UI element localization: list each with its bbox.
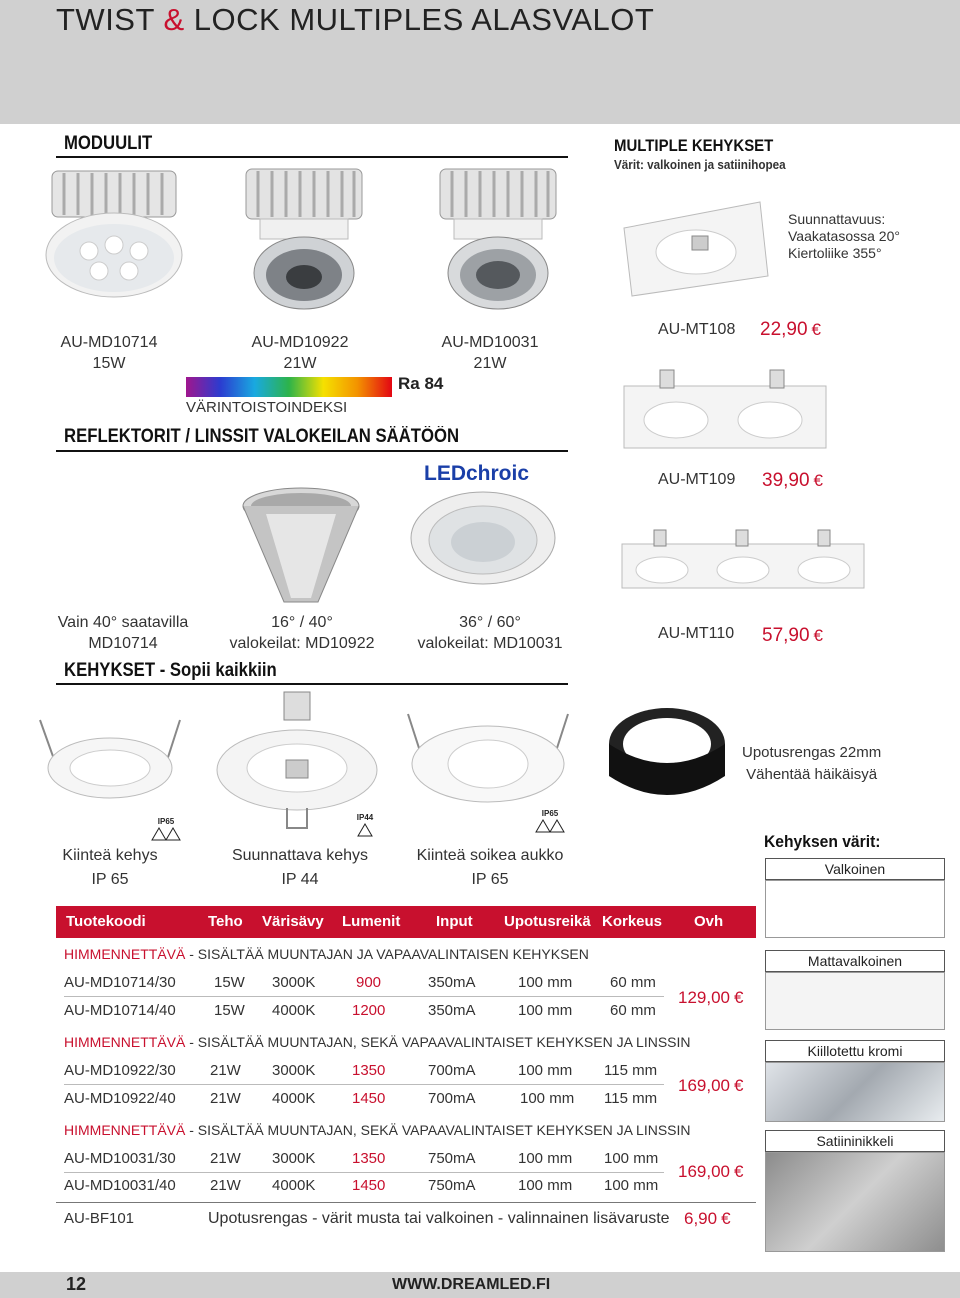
kehykset-title: KEHYKSET - Sopii kaikkiin: [64, 660, 277, 681]
frame-price-mt109: 39,90 €: [762, 470, 824, 491]
table-row: AU-MD10922/30 21W 3000K 1350 700mA 100 mm 115 mm: [64, 1062, 658, 1079]
ledchroic-logo: LEDchroic: [424, 462, 530, 485]
col-header-korkeus: Korkeus: [602, 913, 663, 930]
reflektorit-rule: [56, 450, 568, 452]
col-header-varisavy: Värisävy: [262, 913, 324, 930]
frame-image-fixed: [30, 706, 190, 806]
table-header: [56, 906, 756, 938]
ip-badge-label: IP65: [541, 809, 559, 818]
page-number: 12: [66, 1274, 87, 1294]
extra-row: AU-BF101 Upotusrengas - värit musta tai valkoinen - valinnainen lisävaruste: [64, 1210, 670, 1227]
colors-title: Kehyksen värit:: [764, 832, 881, 851]
multiple-kehykset-subtitle: Värit: valkoinen ja satiinihopea: [614, 157, 786, 172]
page-header: [0, 0, 960, 124]
frame-image-mt109: [620, 366, 830, 452]
module-1-text: AU-MD10714 15W: [60, 334, 158, 372]
kehykset-rule: [56, 683, 568, 685]
multiple-kehykset-title: MULTIPLE KEHYKSET: [614, 136, 774, 155]
module-3-text: AU-MD10031 21W: [441, 334, 539, 372]
frame-image-mt110: [620, 528, 866, 592]
frame-image-mt108: [620, 196, 770, 306]
swatch-mattavalkoinen: [765, 972, 945, 1030]
moduulit-rule: [56, 156, 568, 158]
frame-info-1: Kiinteä kehys IP 65: [62, 847, 158, 888]
swatch-kromi: [765, 1062, 945, 1122]
ip-badge-label: IP44: [356, 813, 374, 822]
lens-image: [408, 488, 558, 588]
group-3-price: 169,00 €: [678, 1162, 744, 1181]
group-1-price: 129,00 €: [678, 988, 744, 1007]
row-divider: [64, 1084, 664, 1085]
group-2-price: 169,00 €: [678, 1076, 744, 1095]
cri-label: VÄRINTOISTOINDEKSI: [186, 399, 348, 416]
col-header-lumenit: Lumenit: [342, 913, 401, 930]
group-2-heading: HIMMENNETTÄVÄ - SISÄLTÄÄ MUUNTAJAN, SEKÄ VAPAAVALINTAISET KEHYKSEN JA LINSSIN: [64, 1034, 691, 1050]
extra-price: 6,90 €: [684, 1209, 731, 1228]
adjust-info: Suunnattavuus: Vaakatasossa 20° Kiertoliike 355°: [788, 211, 900, 261]
col-header-teho: Teho: [208, 913, 243, 930]
col-header-upotusreika: Upotusreikä: [504, 913, 591, 930]
frame-info-2: Suunnattava kehys IP 44: [231, 847, 369, 888]
swatch-label-mattavalkoinen: Mattavalkoinen: [765, 950, 945, 972]
frame-image-oval: [398, 708, 578, 808]
ip-badge-label: IP65: [157, 817, 175, 826]
swatch-label-satiininikkeli: Satiininikkeli: [765, 1130, 945, 1152]
col-header-input: Input: [436, 913, 473, 930]
extra-divider: [56, 1202, 756, 1203]
swatch-satiininikkeli: [765, 1152, 945, 1252]
ip65-badge-1: [148, 816, 184, 842]
table-row: AU-MD10922/40 21W 4000K 1450 700mA 100 mm 115 mm: [64, 1090, 658, 1107]
frame-code-mt109: AU-MT109: [658, 471, 736, 488]
frame-image-adjustable: [212, 690, 382, 830]
moduulit-title: MODUULIT: [64, 133, 153, 154]
swatch-label-kromi: Kiillotettu kromi: [765, 1040, 945, 1062]
reflector-info-3: 36° / 60° valokeilat: MD10031: [417, 614, 563, 652]
swatch-label-valkoinen: Valkoinen: [765, 858, 945, 880]
table-row: AU-MD10714/40 15W 4000K 1200 350mA 100 mm 60 mm: [64, 1002, 656, 1019]
frame-code-mt110: AU-MT110: [658, 625, 735, 642]
module-image-md10031: [430, 163, 566, 313]
swatch-valkoinen: [765, 880, 945, 938]
frame-code-mt108: AU-MT108: [658, 321, 736, 338]
ra-value: Ra 84: [398, 374, 444, 393]
cri-gradient-bar: [186, 377, 392, 397]
page-footer: [0, 1272, 960, 1298]
table-row: AU-MD10031/40 21W 4000K 1450 750mA 100 mm 100 mm: [64, 1177, 659, 1194]
col-header-ovh: Ovh: [694, 913, 724, 930]
reflektorit-title: REFLEKTORIT / LINSSIT VALOKEILAN SÄÄTÖÖN: [64, 426, 460, 447]
ring-info: Upotusrengas 22mm Vähentää häikäisyä: [742, 744, 882, 783]
row-divider: [64, 1172, 664, 1173]
ip44-badge: [352, 812, 378, 838]
frame-info-3: Kiinteä soikea aukko IP 65: [416, 847, 564, 888]
module-2-text: AU-MD10922 21W: [251, 334, 349, 372]
group-1-heading: HIMMENNETTÄVÄ - SISÄLTÄÄ MUUNTAJAN JA VAPAAVALINTAISEN KEHYKSEN: [64, 946, 589, 962]
reflector-info-2: 16° / 40° valokeilat: MD10922: [229, 614, 375, 652]
table-row: AU-MD10714/30 15W 3000K 900 350mA 100 mm 60 mm: [64, 974, 656, 991]
frame-price-mt108: 22,90 €: [760, 319, 822, 340]
module-image-md10714: [44, 163, 184, 313]
page-title: TWIST & LOCK MULTIPLES ALASVALOT: [56, 2, 655, 37]
reflector-image: [236, 484, 366, 608]
col-header-tuotekoodi: Tuotekoodi: [66, 913, 146, 930]
module-image-md10922: [236, 163, 372, 313]
footer-url[interactable]: WWW.DREAMLED.FI: [392, 1276, 551, 1293]
frame-price-mt110: 57,90 €: [762, 625, 824, 646]
row-divider: [64, 996, 664, 997]
reflector-info-1: Vain 40° saatavilla MD10714: [57, 614, 189, 652]
table-row: AU-MD10031/30 21W 3000K 1350 750mA 100 mm 100 mm: [64, 1150, 659, 1167]
group-3-heading: HIMMENNETTÄVÄ - SISÄLTÄÄ MUUNTAJAN, SEKÄ VAPAAVALINTAISET KEHYKSEN JA LINSSIN: [64, 1122, 691, 1138]
ring-image: [604, 704, 730, 814]
ip65-badge-2: [532, 808, 568, 834]
